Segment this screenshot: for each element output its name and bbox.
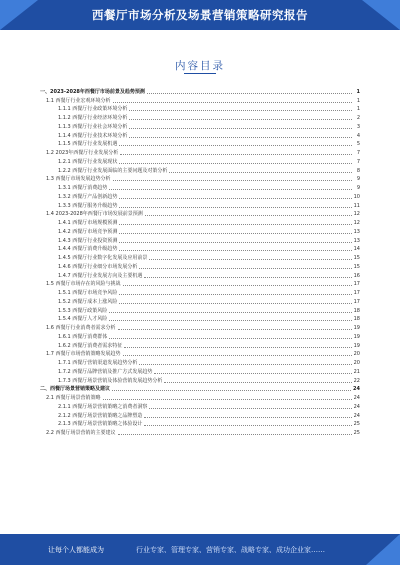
toc-leader-dots: [109, 312, 351, 313]
toc-page-number: 19: [353, 333, 360, 340]
toc-entry[interactable]: [40, 130, 360, 139]
toc-entry-text: 1.4.5 西餐厅行业数字化发展及应用前景: [58, 255, 148, 261]
toc-leader-dots: [169, 172, 352, 173]
toc-leader-dots: [119, 233, 351, 234]
toc-entry-text: 1.6.2 西餐厅消费者需求特征: [58, 342, 123, 349]
toc-leader-dots: [145, 215, 352, 216]
toc-entry-text: 二、西餐厅场景营销策略及建议: [40, 386, 111, 393]
toc-entry[interactable]: [40, 235, 360, 244]
toc-entry[interactable]: [40, 112, 360, 121]
toc-entry-text: 1.1.3 西餐厅行业社会环境分析: [58, 123, 128, 130]
toc-page-number: 12: [353, 211, 360, 218]
toc-entry[interactable]: [40, 322, 360, 331]
toc-leader-dots: [118, 329, 352, 330]
toc-page-number: 8: [356, 167, 360, 174]
toc-page-number: 15: [353, 263, 360, 270]
toc-entry[interactable]: [40, 296, 360, 305]
toc-entry[interactable]: [40, 279, 360, 288]
toc-entry[interactable]: [40, 401, 360, 410]
toc-entry-text: 1.1.1 西餐厅行业政策环境分析: [58, 106, 128, 113]
toc-page-number: 18: [353, 307, 360, 314]
toc-entry[interactable]: [40, 384, 360, 393]
toc-page-number: 2: [356, 115, 360, 121]
toc-leader-dots: [129, 128, 352, 129]
toc-entry[interactable]: [40, 392, 360, 401]
toc-leader-dots: [119, 250, 351, 251]
toc-entry[interactable]: [40, 95, 360, 104]
toc-leader-dots: [118, 434, 352, 435]
toc-leader-dots: [113, 102, 352, 103]
toc-leader-dots: [119, 207, 351, 208]
toc-entry-text: 2.1.2 西餐厅场景营销策略之品牌塑造: [58, 412, 143, 419]
toc-entry[interactable]: [40, 182, 360, 191]
toc-entry[interactable]: [40, 340, 360, 349]
toc-entry-text: 1.4.4 西餐厅消费升级趋势: [58, 246, 118, 253]
toc-entry[interactable]: [40, 331, 360, 340]
toc-entry[interactable]: [40, 252, 360, 261]
toc-entry-text: 1.1.5 西餐厅行业发展机遇: [58, 141, 118, 148]
toc-leader-dots: [119, 198, 351, 199]
footer-targets: 行业专家、管理专家、营销专家、战略专家、成功企业家……: [136, 546, 325, 554]
toc-leader-dots: [119, 242, 351, 243]
toc-entry-text: 1.3.2 西餐厅产品创新趋势: [58, 193, 118, 200]
toc-entry-text: 1.3.3 西餐厅服务升级趋势: [58, 202, 118, 209]
toc-leader-dots: [109, 338, 351, 339]
toc-page-number: 19: [353, 342, 360, 349]
toc-page-number: 25: [353, 421, 360, 428]
toc-leader-dots: [149, 408, 351, 409]
footer-band: [0, 534, 400, 565]
toc-entry[interactable]: [40, 121, 360, 130]
toc-entry[interactable]: [40, 349, 360, 358]
toc-page-number: 3: [356, 123, 360, 130]
toc-page-number: 24: [353, 395, 360, 401]
toc-leader-dots: [119, 303, 351, 304]
toc-entry-text: 1.2 2023年西餐厅行业发展分析: [46, 150, 119, 156]
toc-page-number: 7: [356, 158, 360, 165]
toc-page-number: 1: [356, 97, 360, 104]
table-of-contents: [40, 86, 360, 436]
toc-page-number: 13: [353, 228, 360, 235]
toc-leader-dots: [123, 355, 352, 356]
toc-page-number: 18: [353, 316, 360, 323]
toc-entry-text: 1.6.1 西餐厅消费群体: [58, 333, 108, 340]
toc-heading: 内容目录: [175, 60, 225, 72]
toc-page-number: 20: [353, 351, 360, 358]
toc-entry-text: 1.7.3 西餐厅场景营销及体验营销发展趋势分析: [58, 377, 163, 384]
toc-entry[interactable]: [40, 174, 360, 183]
footer-slogan: 让每个人都能成为: [48, 546, 104, 554]
toc-leader-dots: [124, 347, 351, 348]
toc-page-number: 10: [353, 193, 360, 200]
toc-entry-text: 1.4.1 西餐厅市场规模预测: [58, 220, 118, 226]
footer-ornament: [366, 534, 400, 565]
toc-leader-dots: [129, 119, 352, 120]
toc-entry-text: 2.2 西餐厅场景营销的主要建议: [46, 430, 116, 436]
toc-page-number: 1: [356, 106, 360, 113]
toc-entry-text: 一、2023-2028年西餐厅市场前景及趋势预测: [40, 88, 145, 95]
toc-entry[interactable]: [40, 410, 360, 419]
toc-entry[interactable]: [40, 261, 360, 270]
toc-page-number: 25: [353, 430, 360, 436]
toc-leader-dots: [103, 399, 352, 400]
toc-page-number: 17: [353, 290, 360, 296]
toc-entry-text: 1.1.2 西餐厅行业经济环境分析: [58, 115, 128, 121]
toc-entry-text: 1.2.2 西餐厅行业发展面临的主要问题及对策分析: [58, 167, 168, 174]
toc-entry[interactable]: [40, 270, 360, 279]
toc-entry[interactable]: [40, 226, 360, 235]
toc-entry[interactable]: [40, 191, 360, 200]
toc-entry[interactable]: [40, 427, 360, 436]
toc-entry[interactable]: [40, 244, 360, 253]
toc-leader-dots: [144, 425, 351, 426]
toc-entry-text: 1.5 西餐厅市场存在的风险与挑战: [46, 281, 121, 288]
toc-leader-dots: [129, 110, 352, 111]
toc-entry[interactable]: [40, 165, 360, 174]
toc-leader-dots: [144, 277, 351, 278]
toc-entry[interactable]: [40, 366, 360, 375]
toc-leader-dots: [139, 268, 351, 269]
toc-entry[interactable]: [40, 86, 360, 95]
toc-page-number: 24: [353, 412, 360, 419]
toc-leader-dots: [120, 154, 352, 155]
toc-leader-dots: [139, 364, 351, 365]
report-title: 西餐厅市场分析及场景营销策略研究报告: [92, 8, 308, 22]
toc-page-number: 24: [353, 403, 360, 410]
toc-entry-text: 1.1 西餐厅行业宏观环境分析: [46, 97, 111, 104]
toc-entry[interactable]: [40, 156, 360, 165]
header-band: [0, 0, 400, 30]
toc-entry-text: 1.4 2023-2028年西餐厅市场发展前景预测: [46, 211, 143, 218]
toc-entry-text: 2.1 西餐厅场景营销策略: [46, 395, 101, 401]
toc-entry-text: 1.5.3 西餐厅政策风险: [58, 307, 108, 314]
toc-page-number: 22: [353, 377, 360, 384]
toc-leader-dots: [147, 93, 352, 94]
toc-leader-dots: [112, 390, 351, 391]
toc-entry-text: 1.7.1 西餐厅营销渠道发展趋势分析: [58, 360, 138, 366]
toc-entry-text: 1.4.7 西餐厅行业发展方向及主要机遇: [58, 272, 143, 279]
toc-leader-dots: [149, 259, 351, 260]
toc-page-number: 7: [356, 150, 360, 156]
toc-page-number: 20: [353, 360, 360, 366]
toc-page-number: 16: [353, 272, 360, 279]
toc-entry[interactable]: [40, 200, 360, 209]
toc-entry[interactable]: [40, 104, 360, 113]
toc-page-number: 17: [353, 298, 360, 305]
toc-page-number: 24: [353, 386, 360, 393]
toc-leader-dots: [164, 382, 351, 383]
toc-entry-text: 1.4.3 西餐厅行业投资预测: [58, 237, 118, 244]
toc-entry[interactable]: [40, 139, 360, 148]
toc-entry[interactable]: [40, 375, 360, 384]
toc-entry-text: 1.4.2 西餐厅市场竞争预测: [58, 228, 118, 235]
toc-page-number: 9: [356, 185, 360, 191]
toc-entry-text: 1.3 西餐厅市场发展趋势分析: [46, 176, 111, 183]
toc-entry-text: 1.4.6 西餐厅行业细分市场发展分析: [58, 263, 138, 270]
toc-entry[interactable]: [40, 305, 360, 314]
toc-entry[interactable]: [40, 287, 360, 296]
toc-entry-text: 2.1.1 西餐厅场景营销策略之消费者洞察: [58, 403, 148, 410]
toc-entry[interactable]: [40, 419, 360, 428]
toc-page-number: 4: [356, 132, 360, 139]
toc-leader-dots: [109, 320, 351, 321]
toc-page-number: 5: [356, 141, 360, 148]
toc-leader-dots: [129, 137, 352, 138]
toc-page-number: 14: [353, 246, 360, 253]
toc-entry-text: 1.1.4 西餐厅行业技术环境分析: [58, 132, 128, 139]
toc-entry-text: 1.7 西餐厅市场营销策略发展趋势: [46, 351, 121, 358]
toc-page-number: 11: [353, 202, 360, 209]
toc-page-number: 13: [353, 237, 360, 244]
toc-entry-text: 1.6 西餐厅行业消费者需求分析: [46, 325, 116, 331]
toc-entry[interactable]: [40, 209, 360, 218]
toc-leader-dots: [119, 145, 352, 146]
toc-page-number: 1: [356, 88, 360, 95]
toc-entry-text: 1.2.1 西餐厅行业发展现状: [58, 158, 118, 165]
toc-entry-text: 1.3.1 西餐厅消费趋势: [58, 185, 108, 191]
toc-page-number: 21: [353, 368, 360, 375]
toc-entry-text: 1.7.2 西餐厅品牌营销及推广方式发展趋势: [58, 368, 153, 375]
toc-leader-dots: [119, 294, 351, 295]
toc-leader-dots: [119, 163, 352, 164]
toc-entry-text: 1.5.4 西餐厅人才风险: [58, 316, 108, 323]
toc-entry[interactable]: [40, 217, 360, 226]
toc-entry-text: 1.5.1 西餐厅市场竞争风险: [58, 290, 118, 296]
toc-entry-text: 2.1.3 西餐厅场景营销策略之体验设计: [58, 421, 143, 428]
toc-page-number: 15: [353, 255, 360, 261]
toc-entry-text: 1.5.2 西餐厅成本上涨风险: [58, 298, 118, 305]
toc-leader-dots: [123, 285, 352, 286]
toc-leader-dots: [144, 417, 351, 418]
toc-page-number: 17: [353, 281, 360, 288]
toc-heading-underline: [184, 73, 216, 74]
toc-entry[interactable]: [40, 147, 360, 156]
toc-leader-dots: [109, 189, 352, 190]
toc-leader-dots: [154, 373, 351, 374]
toc-entry[interactable]: [40, 357, 360, 366]
toc-page-number: 12: [353, 220, 360, 226]
toc-leader-dots: [119, 224, 351, 225]
toc-entry[interactable]: [40, 314, 360, 323]
toc-page-number: 19: [353, 325, 360, 331]
toc-page-number: 9: [356, 176, 360, 183]
toc-leader-dots: [113, 180, 352, 181]
